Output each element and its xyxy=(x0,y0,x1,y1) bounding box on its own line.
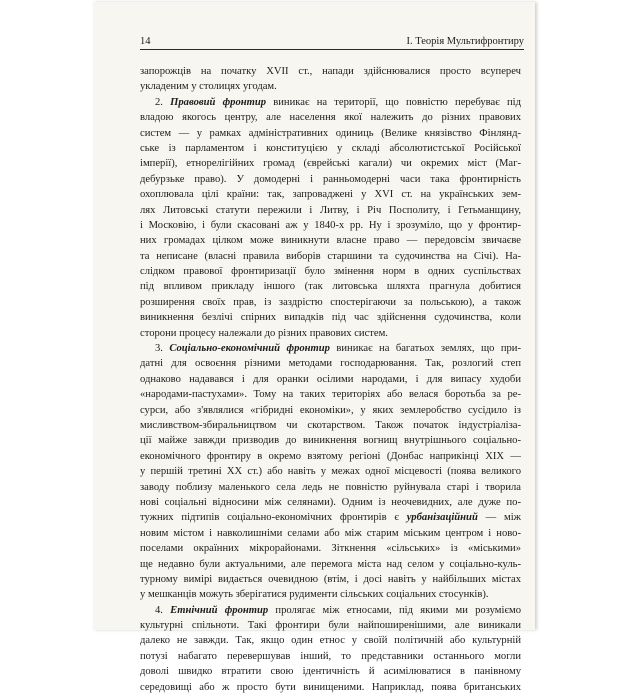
text-line xyxy=(140,295,521,310)
text-line xyxy=(140,541,521,556)
text-line xyxy=(140,449,521,464)
text-line xyxy=(140,172,521,187)
text-line xyxy=(140,326,521,341)
frontier-term: Правовий фронтир xyxy=(170,96,267,108)
page-number: 14 xyxy=(140,36,151,47)
text-line xyxy=(140,110,521,125)
line-text: систем — у рамках адміністративних одиниць (Велике князівство Фінлянд- xyxy=(140,127,521,139)
line-text: запорожців на початку XVII ст., напади здійснювалися просто всупереч xyxy=(140,66,521,77)
text-line xyxy=(140,387,521,402)
text-line xyxy=(140,187,521,202)
text-line xyxy=(140,356,521,371)
text-line xyxy=(140,126,521,141)
running-title: I. Теорія Мультифронтиру xyxy=(406,36,524,47)
line-text: у мешканців можуть зберігатися рудименти сільських соціальних стосунків). xyxy=(140,589,489,601)
line-text: поселами окраїнних мікрорайонами. Зіткнення «сільських» із «міськими» xyxy=(140,543,521,555)
text-line xyxy=(140,603,521,618)
line-text: однаково надавався і для оранки осілими народами, і для випасу худоби xyxy=(140,373,521,385)
line-text: сторони процесу належали до різних правових систем. xyxy=(140,327,388,339)
text-line xyxy=(140,664,521,679)
text-line xyxy=(140,510,521,525)
line-text: ське із парламентом і конституцією у складі абсолютистської Російської xyxy=(140,142,521,154)
line-text: культурні спільноти. Такі фронтири були найпоширенішими, але виникали xyxy=(140,620,521,632)
line-text: економічного фронтиру в окремо взятому регіоні (Донбас наприкінці XIX — xyxy=(140,450,521,462)
text-line xyxy=(140,480,521,495)
text-line xyxy=(140,233,521,248)
text-line xyxy=(140,79,521,94)
text-line xyxy=(140,495,521,510)
frontier-term: Етнічний фронтир xyxy=(170,604,269,616)
line-text: слідком правової фронтиризації було змінення норм в одних суспільствах xyxy=(140,266,521,278)
line-text: лях Литовські статути пережили і Литву, і Річ Посполиту, і Гетьманщину, xyxy=(140,204,521,216)
text-line xyxy=(140,141,521,156)
text-line xyxy=(140,156,521,171)
line-text: заводу поблизу маленького села ледь не повністю руйнувала старі і творила xyxy=(140,481,521,493)
text-line xyxy=(140,572,521,587)
text-line xyxy=(140,264,521,279)
text-line xyxy=(140,618,521,633)
frontier-subtype-term: урбанізаційний xyxy=(406,512,478,524)
text-line xyxy=(140,310,521,325)
line-text: тужних підтипів соціально-економічних фронтирів є xyxy=(140,512,407,524)
line-text: у першій третині XX ст.) або навіть у межах одної місцевості (поява великого xyxy=(140,466,521,478)
line-text: дебурзьке право). У домодерні і ранньомодерні часи така фронтирність xyxy=(140,173,521,185)
line-text: виникає на багатьох землях, що при- xyxy=(329,343,522,355)
line-text: доволі швидко втратити свою ідентичність й асимілюватися в панівному xyxy=(140,666,521,678)
line-text: далеко не завжди. Так, якщо один етнос у своїй політичній або культурній xyxy=(140,635,521,647)
text-line xyxy=(140,557,521,572)
line-text: потузі набагато перевершував інший, то представники останнього могли xyxy=(140,650,521,662)
text-line xyxy=(140,95,521,110)
text-line xyxy=(140,633,521,648)
text-line xyxy=(140,64,521,79)
line-text: мисливством-збиральництвом чи скотарством. Також початок індустріаліза- xyxy=(140,419,521,431)
text-line xyxy=(140,218,521,233)
line-text: — між xyxy=(477,512,522,524)
text-line xyxy=(140,526,521,541)
line-text: та неписане (власні правила виборів старшини та судочинства на Січі). На- xyxy=(140,250,521,262)
text-line xyxy=(140,279,521,294)
line-text: укладеним у столицях угодам. xyxy=(140,81,277,93)
line-text: під впливом прикладу іншого (так литовська шляхта прагнула добитися xyxy=(140,281,521,293)
list-number: 3. xyxy=(155,343,170,355)
line-text: виникає на території, що повністю перебуває під xyxy=(266,96,521,108)
text-line xyxy=(140,680,521,695)
line-text: виникнення безлічі спірних випадків під час здійснення судочинства, коли xyxy=(140,312,521,324)
text-line xyxy=(140,418,521,433)
text-line xyxy=(140,372,521,387)
line-text: новим містом і навколишніми селами або між старим міським центром і ново- xyxy=(140,527,521,539)
line-text: імперії), етнорелігійних громад (єврейські кагали) чи окремих міст (Маг- xyxy=(140,158,521,170)
line-text: датні для освоєння різними методами господарювання. Так, розлогий степ xyxy=(140,358,521,370)
line-text: розширення своїх прав, із заздрістю спостерігаючи за польською), а також xyxy=(140,296,521,308)
line-text: і Московію, і були скасовані аж у 1840-х рр. Ну і зрозуміло, що у фронтир- xyxy=(140,219,521,231)
line-text: нові соціальні відносини між селянами). Одним із неочевидних, але дуже по- xyxy=(140,496,521,508)
line-text: ще недавно були актуальними, але перемога міста над селом у соціально-куль- xyxy=(140,558,521,570)
list-number: 2. xyxy=(155,96,171,108)
text-line xyxy=(140,249,521,264)
line-text: охоплювала цілі країни: так, запроваджені у XVI ст. на українських зем- xyxy=(140,189,521,201)
line-text: сурси, або з'являлися «гібридні економіки», у яких землеробство сусідило із xyxy=(140,404,521,416)
line-text: них громадах цілком може виникнути власне право — передовсім звичаєве xyxy=(140,235,521,247)
frontier-term: Соціально-економічний фронтир xyxy=(169,343,330,355)
text-line xyxy=(140,464,521,479)
text-line xyxy=(140,433,521,448)
book-page xyxy=(93,2,535,693)
text-line xyxy=(140,203,521,218)
line-text: турному вимірі видається очевидною (втім, і досі навіть у найбільших містах xyxy=(140,573,521,585)
page-header xyxy=(140,33,524,50)
body-text xyxy=(140,64,521,695)
text-line xyxy=(140,649,521,664)
list-number: 4. xyxy=(155,604,171,616)
line-text: ції майже завжди призводив до виникнення вогнищ внутрішнього соціально- xyxy=(140,435,521,447)
line-text: середовищі або ж просто бути винищеними. Наприклад, поява британських xyxy=(140,681,521,693)
text-line xyxy=(140,341,521,356)
line-text: владою якогось центру, але населення якої належить до різних правових xyxy=(140,112,521,124)
text-line xyxy=(140,587,521,602)
line-text: пролягає між етносами, під якими ми розуміємо xyxy=(268,604,521,616)
line-text: «народами-пастухами». Тому на таких територіях або велася боротьба за ре- xyxy=(140,389,521,401)
text-line xyxy=(140,403,521,418)
